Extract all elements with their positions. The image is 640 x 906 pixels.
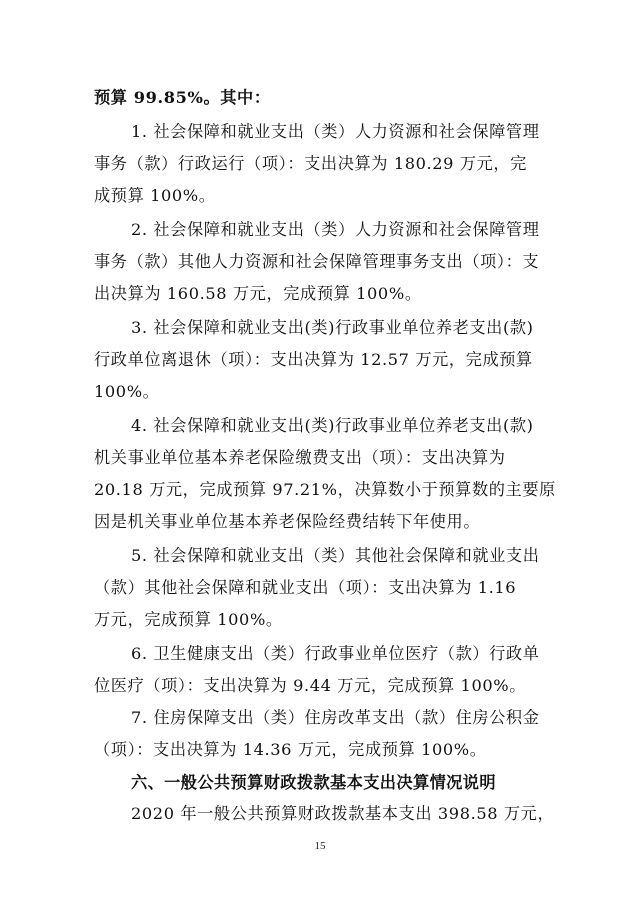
item-1-line-2: 事务（款）行政运行（项）：支出决算为 180.29 万元，完	[94, 154, 527, 173]
item-3-line-1: 3. 社会保障和就业支出(类)行政事业单位养老支出(款)	[131, 318, 534, 337]
item-3-line-3: 100%。	[94, 382, 160, 401]
item-2-line-1: 2. 社会保障和就业支出（类）人力资源和社会保障管理	[131, 220, 540, 239]
section-body-line-1: 2020 年一般公共预算财政拨款基本支出 398.58 万元，	[131, 804, 555, 823]
item-2-line-3: 出决算为 160.58 万元，完成预算 100%。	[94, 284, 422, 303]
item-2-line-2: 事务（款）其他人力资源和社会保障管理事务支出（项）：支	[94, 252, 540, 271]
item-7-line-2: （项）：支出决算为 14.36 万元，完成预算 100%。	[94, 740, 487, 759]
page-number: 15	[314, 840, 326, 852]
paragraph-line: 预算 99.85%。其中：	[94, 88, 271, 107]
item-1-line-3: 成预算 100%。	[94, 186, 216, 205]
item-4-line-4: 因是机关事业单位基本养老保险经费结转下年使用。	[94, 512, 481, 531]
item-4-line-2: 机关事业单位基本养老保险缴费支出（项）：支出决算为	[94, 448, 506, 467]
item-4-line-3: 20.18 万元，完成预算 97.21%，决算数小于预算数的主要原	[94, 480, 556, 499]
item-5-line-2: （款）其他社会保障和就业支出（项）：支出决算为 1.16	[94, 578, 517, 597]
item-4-line-1: 4. 社会保障和就业支出(类)行政事业单位养老支出(款)	[131, 416, 534, 435]
item-6-line-2: 位医疗（项）：支出决算为 9.44 万元，完成预算 100%。	[94, 676, 527, 695]
item-3-line-2: 行政单位离退休（项）：支出决算为 12.57 万元，完成预算	[94, 350, 533, 369]
item-5-line-1: 5. 社会保障和就业支出（类）其他社会保障和就业支出	[131, 546, 540, 565]
item-5-line-3: 万元，完成预算 100%。	[94, 610, 283, 629]
item-1-line-1: 1. 社会保障和就业支出（类）人力资源和社会保障管理	[131, 122, 540, 141]
section-heading: 六、一般公共预算财政拨款基本支出决算情况说明	[131, 773, 496, 792]
item-7-line-1: 7. 住房保障支出（类）住房改革支出（款）住房公积金	[131, 708, 540, 727]
item-6-line-1: 6. 卫生健康支出（类）行政事业单位医疗（款）行政单	[131, 644, 540, 663]
